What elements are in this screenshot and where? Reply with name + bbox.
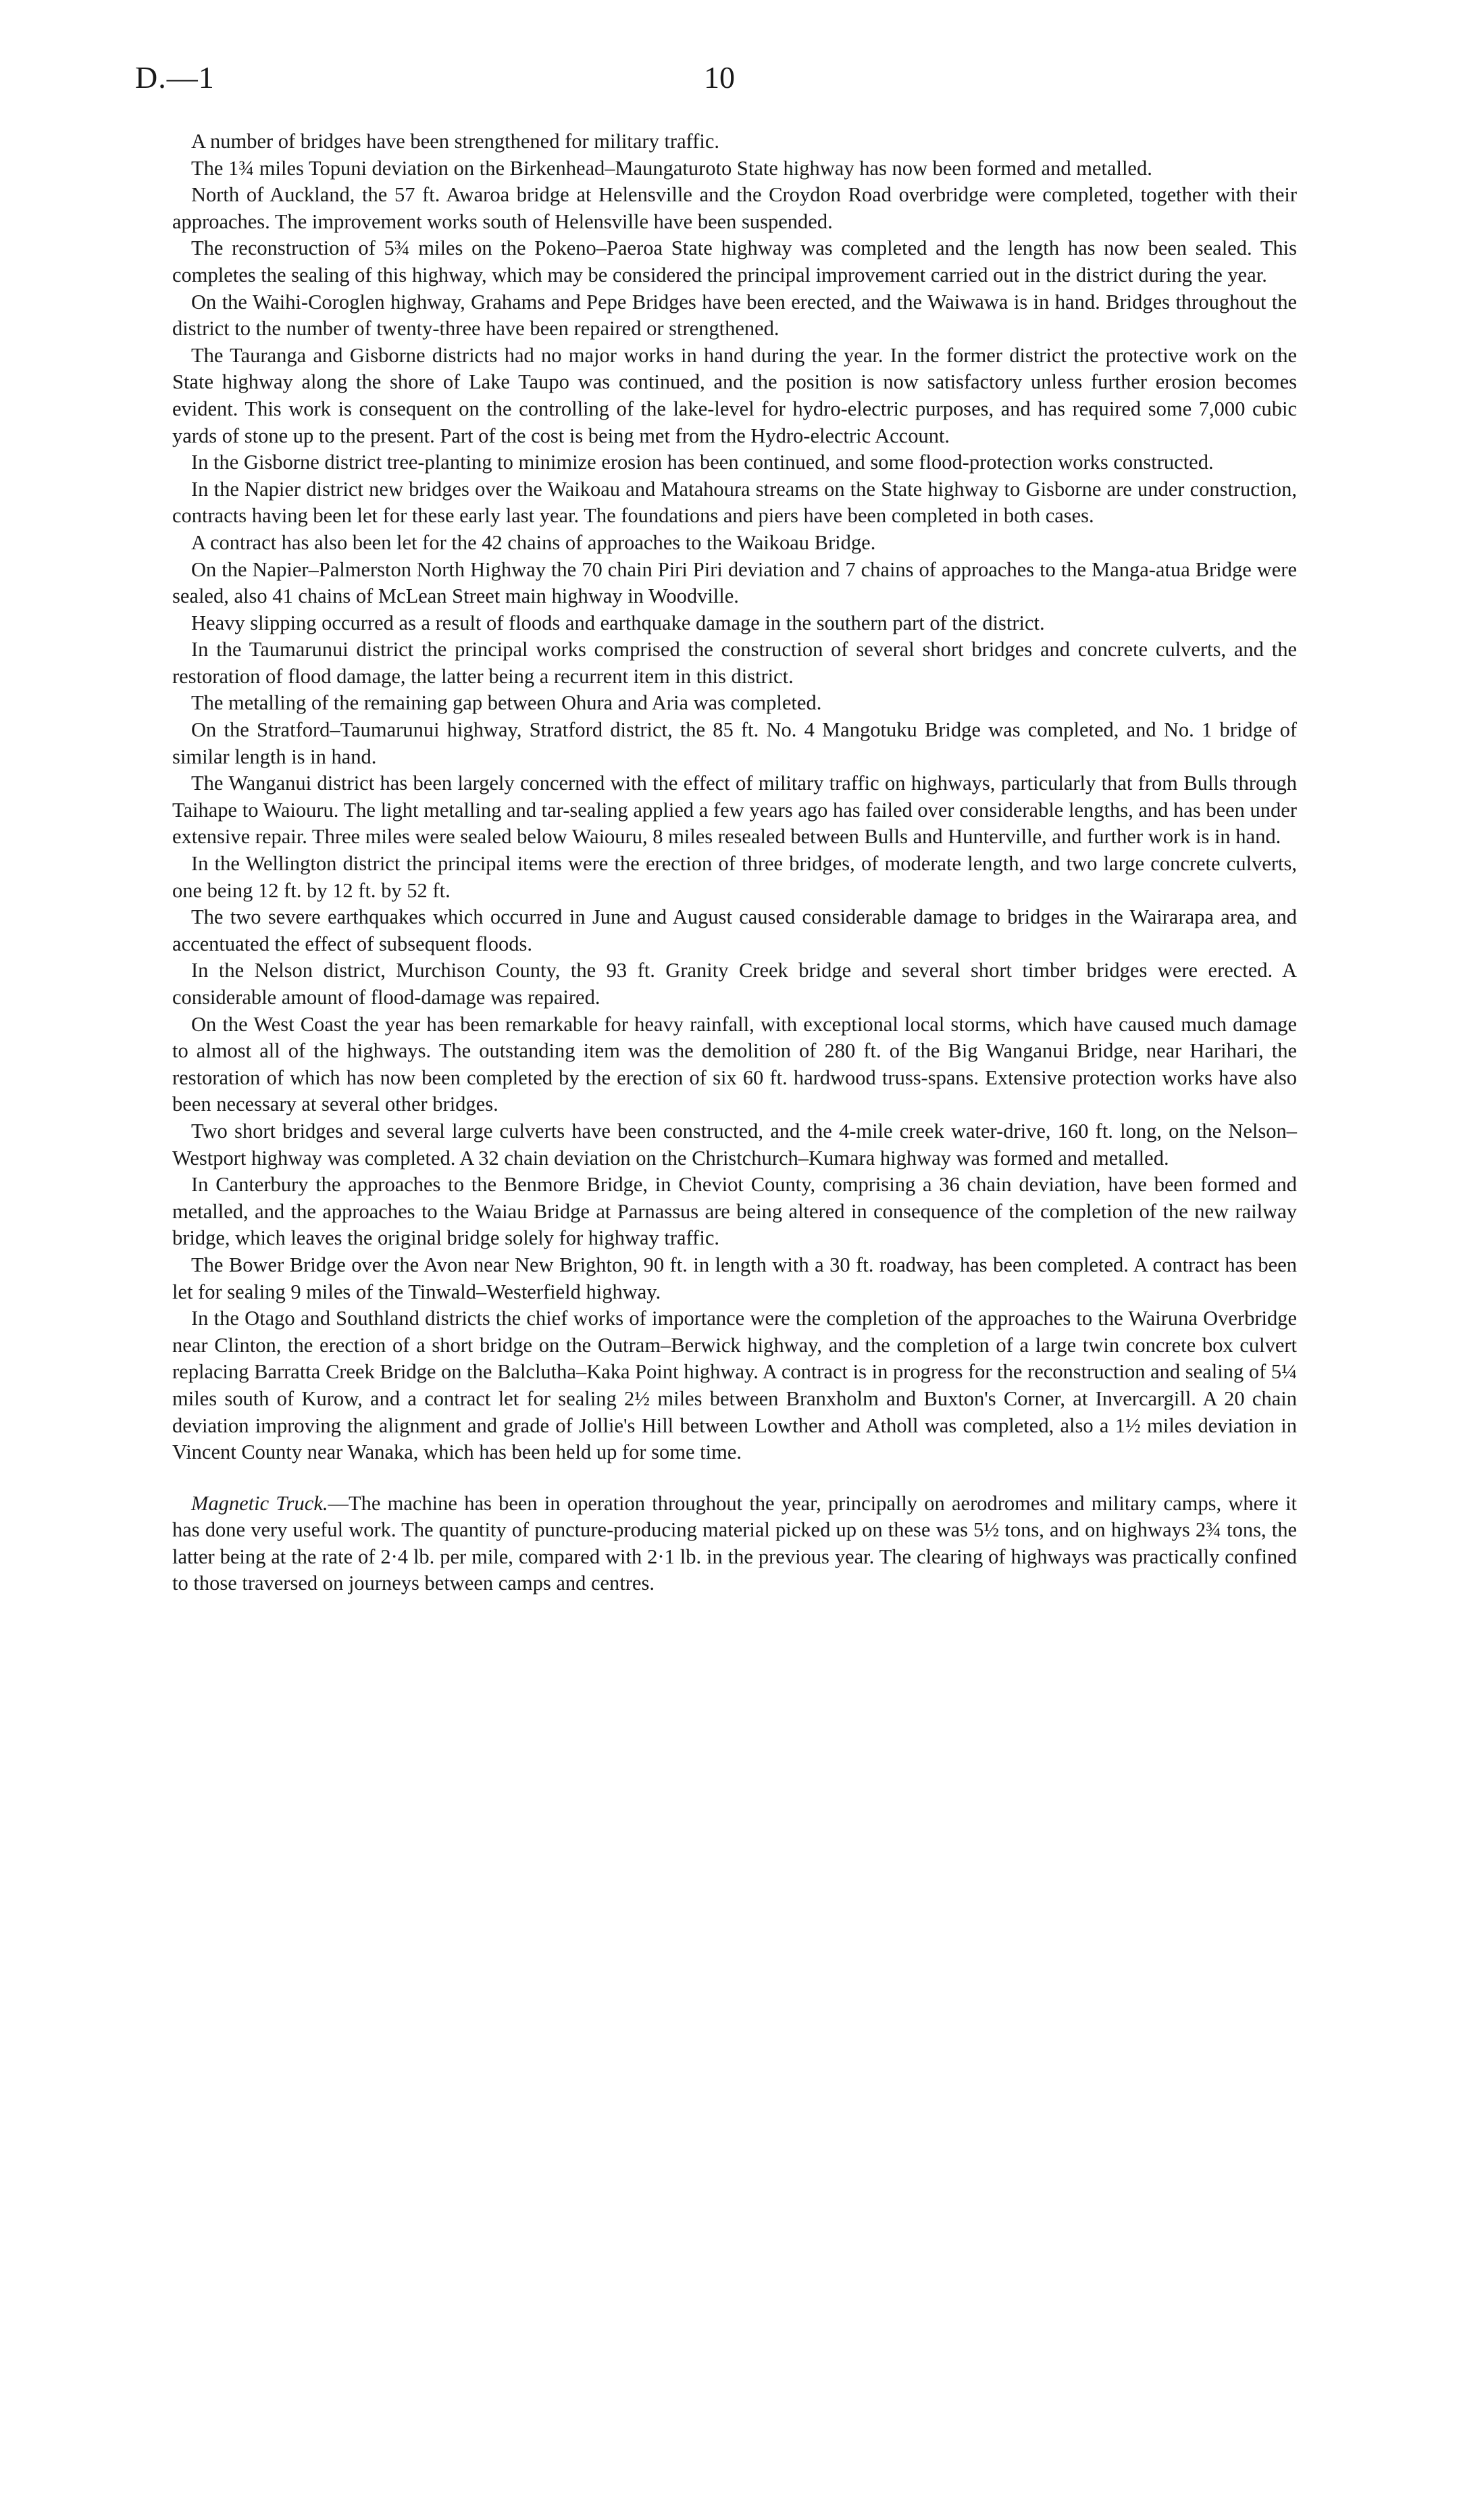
- paragraph: The reconstruction of 5¾ miles on the Pokeno–Paeroa State highway was completed and the length has now been sealed. This completes the sealing of this highway, which may be considered the principal improvement carried out in the district during the year.: [172, 236, 1297, 286]
- paragraph: The two severe earthquakes which occurred in June and August caused considerable damage to bridges in the Wairarapa area, and accentuated the effect of subsequent floods.: [172, 905, 1297, 955]
- paragraph: In the Napier district new bridges over the Waikoau and Matahoura streams on the State highway to Gisborne are under construction, contracts having been let for these early last year. The foundations and piers have been completed in both cases.: [172, 477, 1297, 528]
- body-text: [172, 128, 1297, 1597]
- paragraph: In the Gisborne district tree-planting to minimize erosion has been continued, and some flood-protection works constructed.: [191, 451, 1214, 474]
- page-header: [135, 59, 1304, 107]
- paragraph: Heavy slipping occurred as a result of floods and earthquake damage in the southern part of the district.: [191, 611, 1045, 634]
- paragraph: The metalling of the remaining gap between Ohura and Aria was completed.: [191, 691, 822, 715]
- page-number: 10: [704, 60, 735, 95]
- paragraph: In the Otago and Southland districts the chief works of importance were the completion of the approaches to the Wairuna Overbridge near Clinton, the erection of a short bridge on the Outram–Berwick highway, and the completion of a large twin concrete box culvert replacing Barratta Creek Bridge on the Balclutha–Kaka Point highway. A contract is in progress for the reconstruction and sealing of 5¼ miles south of Kurow, and a contract let for sealing 2½ miles between Branxholm and Buxton's Corner, at Invercargill. A 20 chain deviation improving the alignment and grade of Jollie's Hill between Lowther and Atholl was completed, also a 1½ miles deviation in Vincent County near Wanaka, which has been held up for some time.: [172, 1307, 1297, 1464]
- paragraph: The Wanganui district has been largely concerned with the effect of military traffic on highways, particularly that from Bulls through Taihape to Waiouru. The light metalling and tar-sealing applied a few years ago has failed over considerable lengths, and has been under extensive repair. Three miles were sealed below Waiouru, 8 miles resealed between Bulls and Hunterville, and further work is in hand.: [172, 772, 1297, 849]
- paragraph: North of Auckland, the 57 ft. Awaroa bridge at Helensville and the Croydon Road overbridge were completed, together with their approaches. The improvement works south of Helensville have been suspended.: [172, 183, 1297, 233]
- paragraph: The Tauranga and Gisborne districts had no major works in hand during the year. In the former district the protective work on the State highway along the shore of Lake Taupo was continued, and the position is now satisfactory unless further erosion becomes evident. This work is consequent on the controlling of the lake-level for hydro-electric purposes, and has required some 7,000 cubic yards of stone up to the present. Part of the cost is being met from the Hydro-electric Account.: [172, 343, 1297, 447]
- paragraph: On the Waihi-Coroglen highway, Grahams and Pepe Bridges have been erected, and the Waiwawa is in hand. Bridges throughout the district to the number of twenty-three have been repaired or strengthened.: [172, 290, 1297, 341]
- paragraph: A contract has also been let for the 42 chains of approaches to the Waikoau Bridge.: [191, 530, 876, 554]
- paragraph: In Canterbury the approaches to the Benmore Bridge, in Cheviot County, comprising a 36 chain deviation, have been formed and metalled, and the approaches to the Waiau Bridge at Parnassus are being altered in consequence of the completion of the new railway bridge, which leaves the original bridge solely for highway traffic.: [172, 1173, 1297, 1250]
- magnetic-truck-paragraph: [172, 1490, 1297, 1597]
- paragraph: A number of bridges have been strengthened for military traffic.: [191, 130, 720, 153]
- paragraph: On the Stratford–Taumarunui highway, Stratford district, the 85 ft. No. 4 Mangotuku Bridge was completed, and No. 1 bridge of similar length is in hand.: [172, 718, 1297, 768]
- paragraph: In the Nelson district, Murchison County, the 93 ft. Granity Creek bridge and several short timber bridges were erected. A considerable amount of flood-damage was repaired.: [172, 959, 1297, 1009]
- paragraph: On the West Coast the year has been remarkable for heavy rainfall, with exceptional local storms, which have caused much damage to almost all of the highways. The outstanding item was the demolition of 280 ft. of the Big Wanganui Bridge, near Harihari, the restoration of which has now been completed by the erection of six 60 ft. hardwood truss-spans. Extensive protection works have also been necessary at several other bridges.: [172, 1012, 1297, 1116]
- document-reference: D.—1: [135, 60, 215, 95]
- paragraph: Two short bridges and several large culverts have been constructed, and the 4-mile creek water-drive, 160 ft. long, on the Nelson–Westport highway was completed. A 32 chain deviation on the Christchurch–Kumara highway was formed and metalled.: [172, 1119, 1297, 1170]
- paragraph: On the Napier–Palmerston North Highway the 70 chain Piri Piri deviation and 7 chains of approaches to the Manga-atua Bridge were sealed, also 41 chains of McLean Street main highway in Woodville.: [172, 557, 1297, 608]
- paragraph: In the Taumarunui district the principal works comprised the construction of several short bridges and concrete culverts, and the restoration of flood damage, the latter being a recurrent item in this district.: [172, 638, 1297, 688]
- paragraph: The Bower Bridge over the Avon near New Brighton, 90 ft. in length with a 30 ft. roadway, has been completed. A contract has been let for sealing 9 miles of the Tinwald–Westerfield highway.: [172, 1253, 1297, 1303]
- magnetic-truck-heading: Magnetic Truck.: [191, 1491, 328, 1515]
- heading-dash: —: [328, 1491, 349, 1515]
- paragraph: The 1¾ miles Topuni deviation on the Birkenhead–Maungaturoto State highway has now been formed and metalled.: [191, 156, 1152, 180]
- magnetic-truck-text: The machine has been in operation throughout the year, principally on aerodromes and military camps, where it has done very useful work. The quantity of puncture-producing material picked up on these was 5½ tons, and on highways 2¾ tons, the latter being at the rate of 2·4 lb. per mile, compared with 2·1 lb. in the previous year. The clearing of highways was practically confined to those traversed on journeys between camps and centres.: [172, 1491, 1298, 1595]
- paragraph: In the Wellington district the principal items were the erection of three bridges, of moderate length, and two large concrete culverts, one being 12 ft. by 12 ft. by 52 ft.: [172, 852, 1297, 902]
